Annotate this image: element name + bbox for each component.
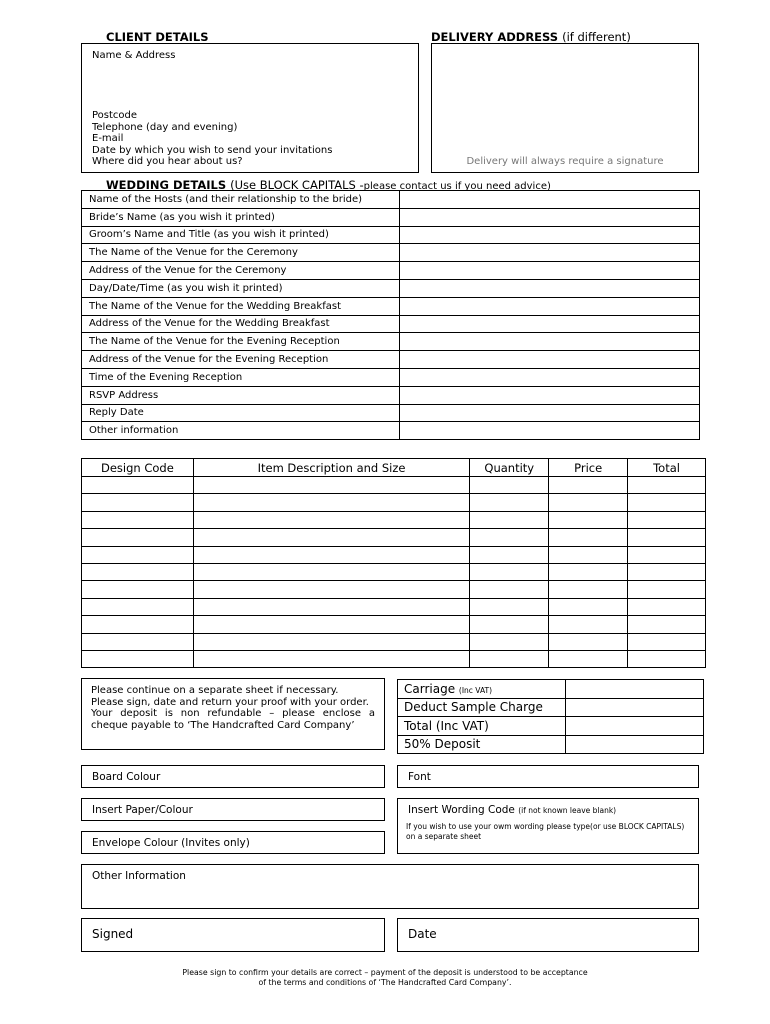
other-information-field[interactable] bbox=[81, 864, 699, 909]
wedding-row bbox=[82, 262, 700, 280]
font-field[interactable] bbox=[397, 765, 699, 788]
instruction-continue: Please continue on a separate sheet if necessary. bbox=[91, 685, 339, 696]
wedding-row-label: Groom’s Name and Title (as you wish it printed) bbox=[82, 226, 400, 244]
signed-field[interactable] bbox=[81, 918, 385, 952]
deposit-label: 50% Deposit bbox=[398, 735, 566, 754]
item-cell-item-description[interactable] bbox=[193, 511, 469, 528]
wedding-title-advice: please contact us if you need advice) bbox=[363, 181, 551, 192]
item-cell-design-code[interactable] bbox=[82, 598, 194, 615]
item-row bbox=[82, 598, 706, 615]
item-cell-total[interactable] bbox=[628, 581, 706, 598]
total-label: Total (Inc VAT) bbox=[398, 717, 566, 736]
date-label: Date bbox=[408, 927, 437, 941]
item-cell-price[interactable] bbox=[549, 581, 628, 598]
item-cell-quantity[interactable] bbox=[470, 529, 549, 546]
instruction-sign: Please sign, date and return your proof with your order. bbox=[91, 696, 369, 708]
item-cell-price[interactable] bbox=[549, 511, 628, 528]
item-cell-total[interactable] bbox=[628, 563, 706, 580]
wedding-row bbox=[82, 226, 700, 244]
item-cell-price[interactable] bbox=[549, 494, 628, 511]
header-quantity: Quantity bbox=[470, 459, 549, 477]
wedding-row-input[interactable] bbox=[400, 208, 700, 226]
item-cell-total[interactable] bbox=[628, 494, 706, 511]
wording-help-text: If you wish to use your owm wording please type(or use BLOCK CAPITALS) on a separate sheet bbox=[406, 822, 685, 841]
item-cell-total[interactable] bbox=[628, 616, 706, 633]
wedding-row-label: The Name of the Venue for the Wedding Breakfast bbox=[82, 297, 400, 315]
item-cell-design-code[interactable] bbox=[82, 529, 194, 546]
item-cell-quantity[interactable] bbox=[470, 511, 549, 528]
envelope-colour-field[interactable] bbox=[81, 831, 385, 854]
delivery-title-text: DELIVERY ADDRESS bbox=[431, 30, 559, 44]
header-design-code: Design Code bbox=[82, 459, 194, 477]
wedding-row-input[interactable] bbox=[400, 244, 700, 262]
item-cell-design-code[interactable] bbox=[82, 546, 194, 563]
header-total: Total bbox=[628, 459, 706, 477]
wedding-row-label: The Name of the Venue for the Evening Reception bbox=[82, 333, 400, 351]
delivery-title-note: (if different) bbox=[562, 30, 631, 44]
wedding-row bbox=[82, 368, 700, 386]
insert-paper-field[interactable] bbox=[81, 798, 385, 821]
deposit-value[interactable] bbox=[566, 735, 704, 754]
envelope-colour-label: Envelope Colour (Invites only) bbox=[92, 837, 250, 849]
wedding-row bbox=[82, 422, 700, 440]
send-date-label: Date by which you wish to send your invitations bbox=[92, 144, 333, 156]
item-cell-price[interactable] bbox=[549, 616, 628, 633]
wedding-row-label: The Name of the Venue for the Ceremony bbox=[82, 244, 400, 262]
item-cell-item-description[interactable] bbox=[193, 563, 469, 580]
item-cell-quantity[interactable] bbox=[470, 563, 549, 580]
item-row bbox=[82, 529, 706, 546]
wedding-row-label: Bride’s Name (as you wish it printed) bbox=[82, 208, 400, 226]
item-cell-design-code[interactable] bbox=[82, 563, 194, 580]
wedding-row-input[interactable] bbox=[400, 226, 700, 244]
item-cell-price[interactable] bbox=[549, 598, 628, 615]
item-cell-total[interactable] bbox=[628, 529, 706, 546]
footer-text bbox=[150, 968, 620, 987]
date-field[interactable] bbox=[397, 918, 699, 952]
item-cell-design-code[interactable] bbox=[82, 616, 194, 633]
deduct-sample-label: Deduct Sample Charge bbox=[398, 698, 566, 717]
item-cell-design-code[interactable] bbox=[82, 650, 194, 667]
wedding-row bbox=[82, 208, 700, 226]
wedding-row-input[interactable] bbox=[400, 333, 700, 351]
font-label: Font bbox=[408, 771, 431, 783]
wedding-row bbox=[82, 191, 700, 209]
item-cell-item-description[interactable] bbox=[193, 529, 469, 546]
telephone-label: Telephone (day and evening) bbox=[92, 121, 238, 133]
item-cell-total[interactable] bbox=[628, 546, 706, 563]
item-cell-item-description[interactable] bbox=[193, 494, 469, 511]
item-cell-design-code[interactable] bbox=[82, 633, 194, 650]
wedding-row-label: RSVP Address bbox=[82, 386, 400, 404]
delivery-signature-note: Delivery will always require a signature bbox=[466, 156, 664, 167]
item-cell-price[interactable] bbox=[549, 529, 628, 546]
wedding-row bbox=[82, 404, 700, 422]
wedding-row-input[interactable] bbox=[400, 368, 700, 386]
wedding-row-input[interactable] bbox=[400, 404, 700, 422]
other-information-label: Other Information bbox=[92, 870, 186, 882]
item-cell-item-description[interactable] bbox=[193, 616, 469, 633]
deduct-sample-value[interactable] bbox=[566, 698, 704, 717]
wedding-row-input[interactable] bbox=[400, 262, 700, 280]
carriage-value[interactable] bbox=[566, 680, 704, 699]
board-colour-label: Board Colour bbox=[92, 771, 161, 783]
wedding-row-label: Day/Date/Time (as you wish it printed) bbox=[82, 279, 400, 297]
wedding-title-note: (Use BLOCK CAPITALS - bbox=[230, 178, 364, 192]
postcode-label: Postcode bbox=[92, 110, 138, 121]
client-details-title: CLIENT DETAILS bbox=[106, 30, 209, 44]
item-row bbox=[82, 581, 706, 598]
wedding-row-input[interactable] bbox=[400, 297, 700, 315]
wedding-details-table bbox=[81, 190, 700, 440]
item-cell-quantity[interactable] bbox=[470, 616, 549, 633]
signed-label: Signed bbox=[92, 927, 134, 941]
item-cell-item-description[interactable] bbox=[193, 633, 469, 650]
item-cell-total[interactable] bbox=[628, 511, 706, 528]
total-value[interactable] bbox=[566, 717, 704, 736]
item-cell-item-description[interactable] bbox=[193, 477, 469, 494]
insert-paper-label: Insert Paper/Colour bbox=[92, 804, 193, 816]
wedding-row-label: Name of the Hosts (and their relationship to the bride) bbox=[82, 191, 400, 209]
items-table bbox=[81, 458, 706, 668]
email-label: E-mail bbox=[92, 133, 124, 145]
wedding-row-label: Address of the Venue for the Ceremony bbox=[82, 262, 400, 280]
item-cell-item-description[interactable] bbox=[193, 598, 469, 615]
wedding-row-label: Address of the Venue for the Wedding Breakfast bbox=[82, 315, 400, 333]
wedding-row-input[interactable] bbox=[400, 279, 700, 297]
item-row bbox=[82, 477, 706, 494]
item-row bbox=[82, 616, 706, 633]
wedding-row bbox=[82, 244, 700, 262]
header-item-description: Item Description and Size bbox=[193, 459, 469, 477]
item-cell-total[interactable] bbox=[628, 650, 706, 667]
header-price: Price bbox=[549, 459, 628, 477]
item-row bbox=[82, 511, 706, 528]
item-cell-total[interactable] bbox=[628, 598, 706, 615]
item-cell-quantity[interactable] bbox=[470, 546, 549, 563]
item-cell-item-description[interactable] bbox=[193, 650, 469, 667]
item-row bbox=[82, 650, 706, 667]
wedding-row-label: Reply Date bbox=[82, 404, 400, 422]
item-cell-design-code[interactable] bbox=[82, 477, 194, 494]
item-cell-price[interactable] bbox=[549, 546, 628, 563]
item-row bbox=[82, 563, 706, 580]
item-cell-price[interactable] bbox=[549, 633, 628, 650]
client-details-box[interactable] bbox=[81, 43, 419, 173]
footer-line-1: Please sign to confirm your details are correct – payment of the deposit is understood to be acceptance bbox=[182, 968, 588, 977]
insert-wording-label: Insert Wording Code (if not known leave blank) bbox=[408, 804, 617, 816]
delivery-address-title bbox=[431, 30, 631, 44]
item-cell-total[interactable] bbox=[628, 633, 706, 650]
footer-line-2: of the terms and conditions of ‘The Handcrafted Card Company’. bbox=[258, 977, 512, 987]
wedding-row bbox=[82, 386, 700, 404]
heard-about-label: Where did you hear about us? bbox=[92, 156, 243, 168]
item-cell-item-description[interactable] bbox=[193, 581, 469, 598]
insert-wording-field[interactable] bbox=[397, 798, 699, 854]
wedding-row-label: Other information bbox=[82, 422, 400, 440]
wedding-row-label: Address of the Venue for the Evening Reception bbox=[82, 351, 400, 369]
item-cell-item-description[interactable] bbox=[193, 546, 469, 563]
item-cell-quantity[interactable] bbox=[470, 494, 549, 511]
board-colour-field[interactable] bbox=[81, 765, 385, 788]
instruction-deposit: Your deposit is non refundable – please enclose a cheque payable to ‘The Handcrafted Card Company’ bbox=[91, 708, 375, 732]
wedding-row bbox=[82, 279, 700, 297]
item-row bbox=[82, 546, 706, 563]
item-cell-design-code[interactable] bbox=[82, 511, 194, 528]
item-cell-quantity[interactable] bbox=[470, 598, 549, 615]
name-address-label: Name & Address bbox=[92, 50, 176, 61]
item-cell-quantity[interactable] bbox=[470, 581, 549, 598]
wedding-row-input[interactable] bbox=[400, 315, 700, 333]
wedding-title-text: WEDDING DETAILS bbox=[106, 178, 227, 192]
delivery-address-box[interactable] bbox=[431, 43, 699, 173]
item-cell-price[interactable] bbox=[549, 477, 628, 494]
item-cell-design-code[interactable] bbox=[82, 581, 194, 598]
wedding-row bbox=[82, 333, 700, 351]
wedding-row-input[interactable] bbox=[400, 191, 700, 209]
wedding-row-input[interactable] bbox=[400, 422, 700, 440]
item-row bbox=[82, 494, 706, 511]
wedding-row-label: Time of the Evening Reception bbox=[82, 368, 400, 386]
wedding-row-input[interactable] bbox=[400, 386, 700, 404]
wedding-row bbox=[82, 297, 700, 315]
wedding-row-input[interactable] bbox=[400, 351, 700, 369]
item-cell-quantity[interactable] bbox=[470, 633, 549, 650]
item-cell-quantity[interactable] bbox=[470, 477, 549, 494]
item-cell-design-code[interactable] bbox=[82, 494, 194, 511]
item-row bbox=[82, 633, 706, 650]
instructions-box bbox=[81, 678, 385, 750]
item-cell-price[interactable] bbox=[549, 563, 628, 580]
wedding-row bbox=[82, 351, 700, 369]
carriage-label: Carriage (Inc VAT) bbox=[398, 680, 566, 699]
wedding-row bbox=[82, 315, 700, 333]
item-cell-quantity[interactable] bbox=[470, 650, 549, 667]
item-cell-total[interactable] bbox=[628, 477, 706, 494]
charges-table bbox=[397, 679, 704, 754]
item-cell-price[interactable] bbox=[549, 650, 628, 667]
